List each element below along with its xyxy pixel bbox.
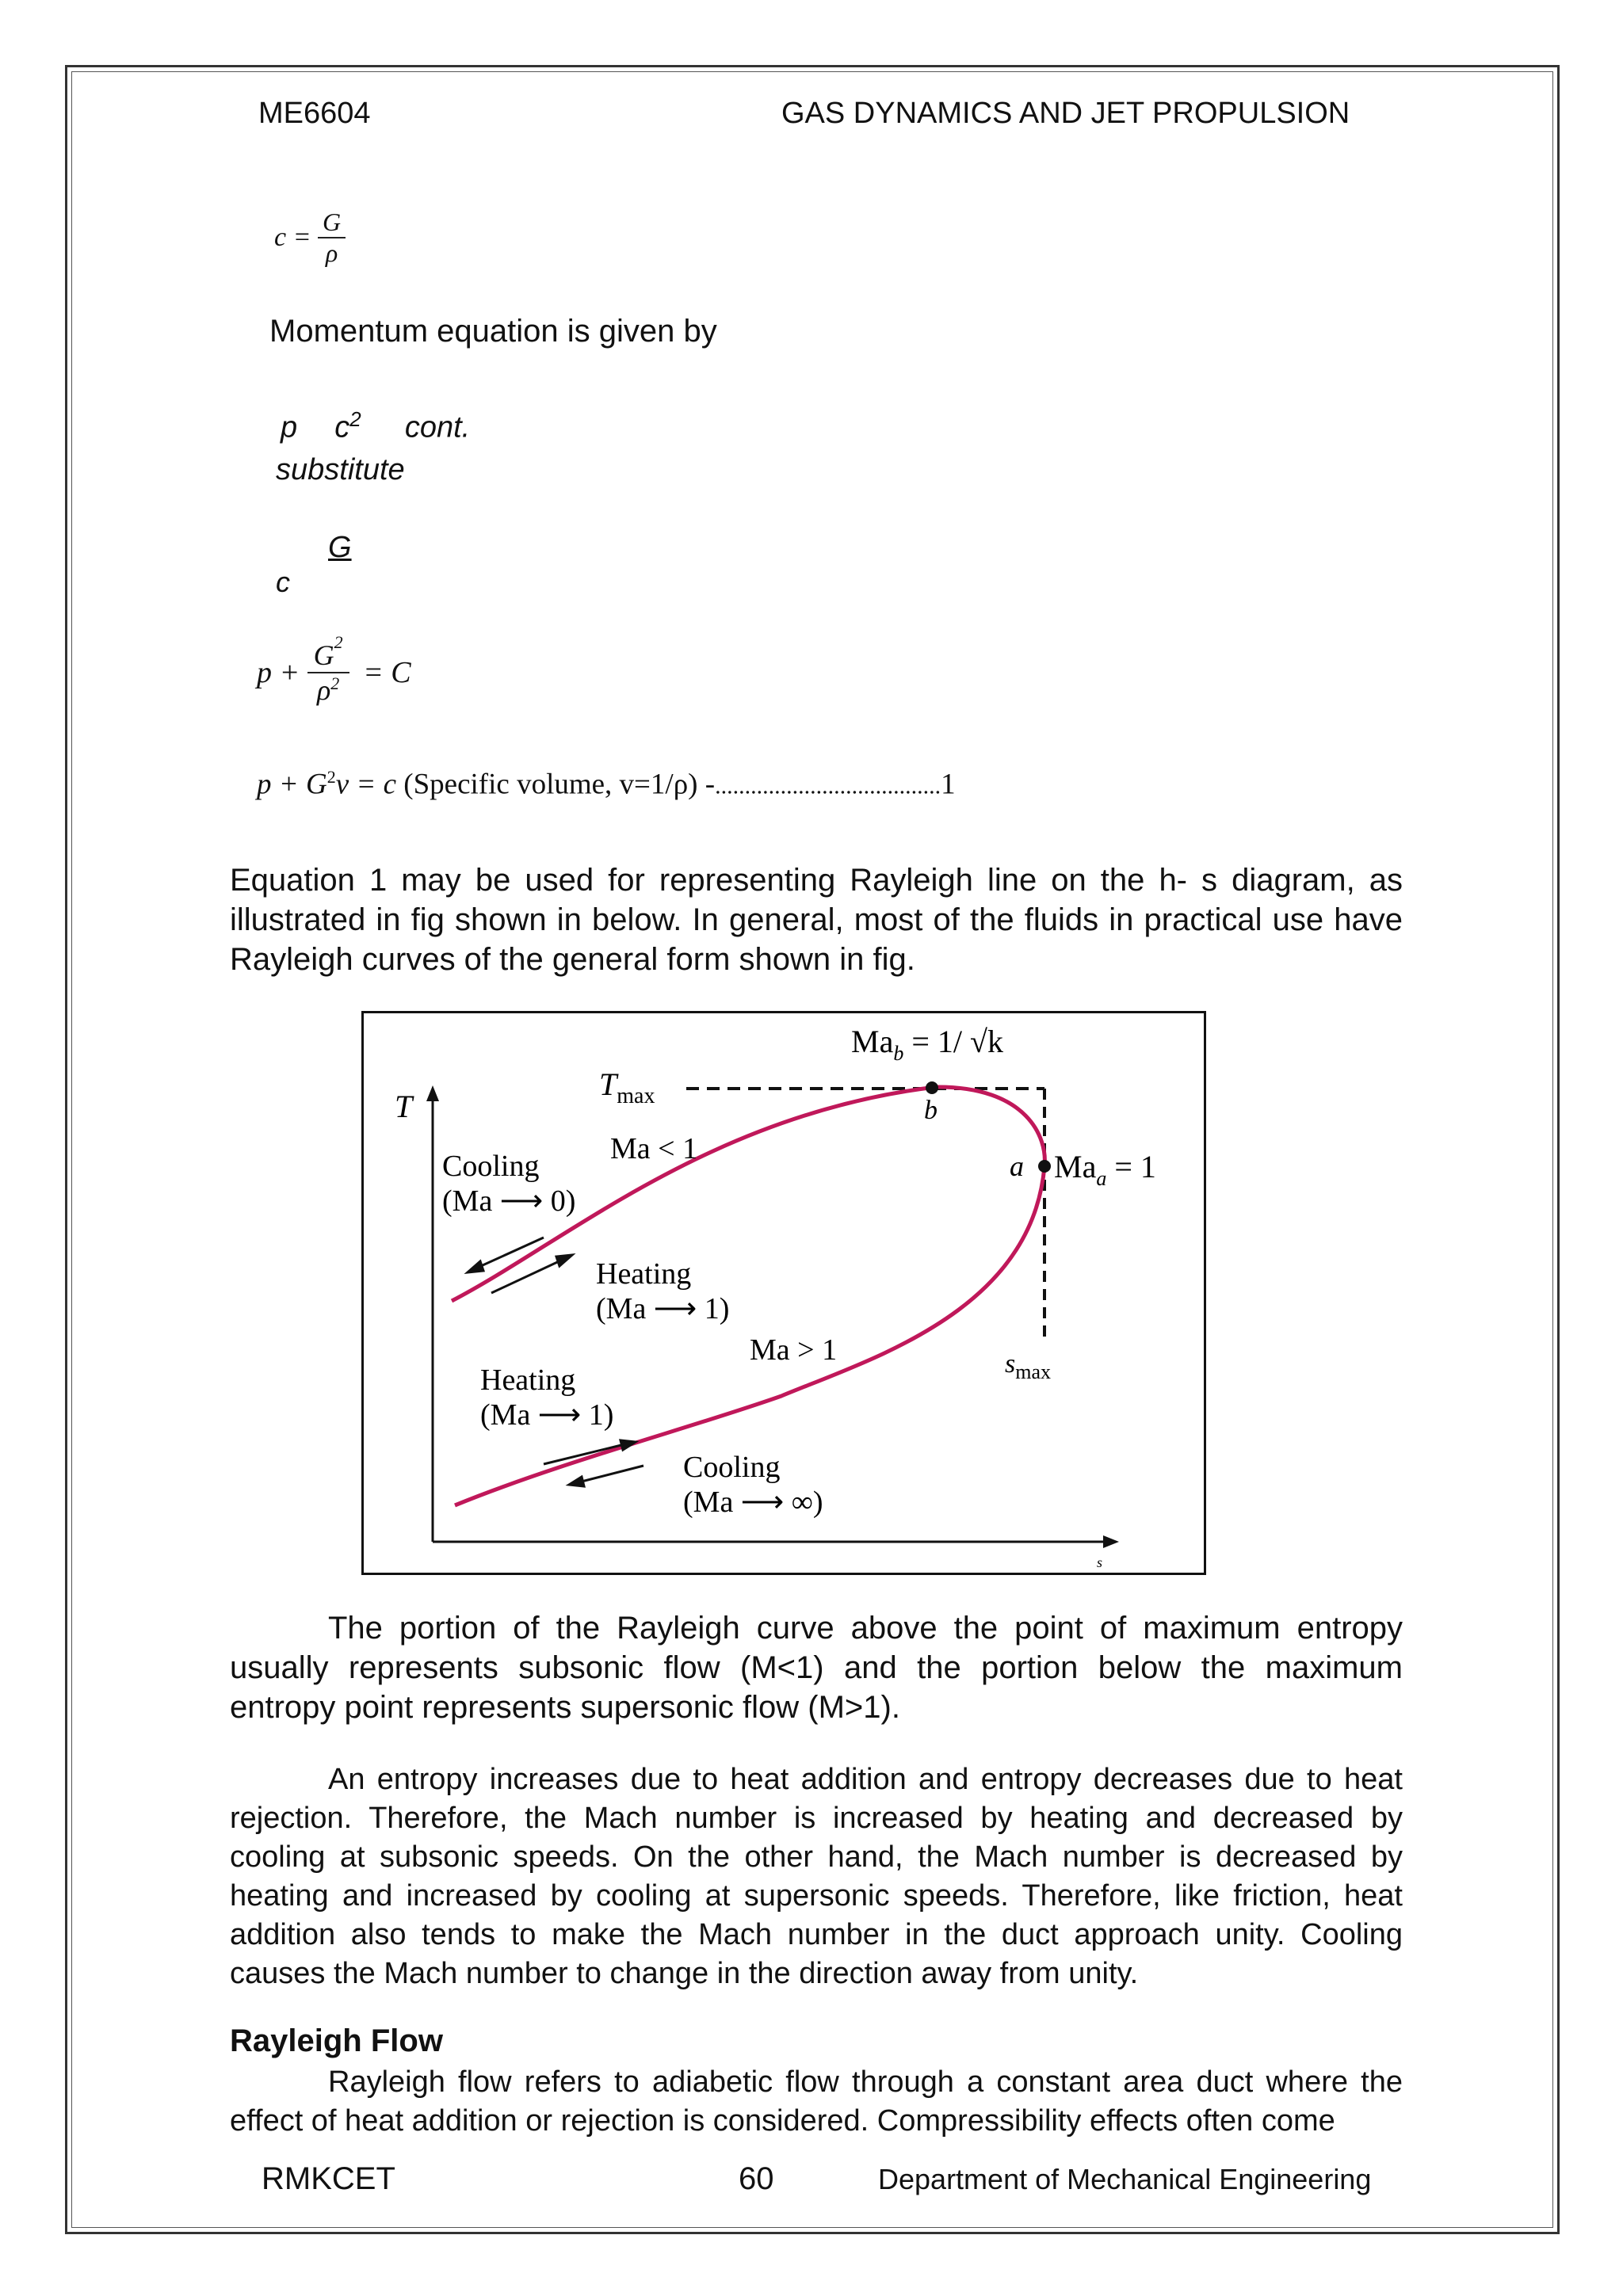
velocity-fraction — [318, 208, 346, 268]
ma-less-than-1-label: Ma < 1 — [610, 1132, 698, 1165]
point-b-label: b — [924, 1096, 938, 1125]
paragraph-rayleigh-flow-text: Rayleigh flow refers to adiabetic flow through a constant area duct where the effect of heat addition or rejection is considered. Compressibility effects often come — [230, 2065, 1403, 2138]
footer-department: Department of Mechanical Engineering — [878, 2163, 1372, 2195]
eq-p-plus: p + — [257, 656, 300, 689]
eq-numerator-g: G — [313, 639, 334, 671]
paragraph-rayleigh-line: Equation 1 may be used for representing Rayleigh line on the h- s diagram, as illustrated in fig shown in below. In general, most of the fluids in practical use have Rayleigh curves of the general form shown in fig. — [230, 863, 1403, 977]
point-a-marker — [1038, 1160, 1051, 1173]
substitute-label: substitute — [276, 453, 405, 486]
cooling-top-label: Cooling — [442, 1150, 540, 1183]
ma-a-label: $Ma_a = 1$ — [1054, 1149, 1156, 1190]
course-title: GAS DYNAMICS AND JET PROPULSION — [781, 97, 1350, 130]
equation-1 — [257, 767, 956, 801]
eq1-lhs: p + G — [257, 768, 327, 801]
eq1-number: 1 — [941, 768, 956, 801]
course-code: ME6604 — [258, 97, 371, 130]
x-axis-label: s — [1097, 1554, 1103, 1570]
y-axis-label: T — [395, 1089, 413, 1124]
substitution-numerator: G — [328, 531, 352, 564]
eq-numerator-exp: 2 — [334, 632, 343, 652]
ma-b-label: $Ma_b = 1/$ √k — [851, 1024, 1003, 1065]
footer-institution: RMKCET — [262, 2161, 395, 2196]
velocity-numerator: G — [318, 208, 346, 238]
momentum-equation — [281, 407, 470, 445]
substitution-c: c — [276, 566, 290, 598]
paragraph-entropy — [230, 1760, 1403, 1993]
footer-page-number: 60 — [739, 2161, 774, 2196]
momentum-exponent: 2 — [349, 407, 361, 431]
paragraph-rayleigh-flow — [230, 2063, 1403, 2141]
eq-denominator — [307, 673, 349, 707]
eq1-note: (Specific volume, v=1/ρ) - — [403, 768, 716, 801]
point-a-label: a — [1010, 1150, 1024, 1182]
momentum-p: p — [281, 410, 298, 444]
rayleigh-curve-figure — [361, 1011, 1206, 1575]
eq-rhs: = C — [363, 656, 411, 689]
paragraph-subsonic-supersonic-text: The portion of the Rayleigh curve above the point of maximum entropy usually represents subsonic flow (M<1) and the portion below the maximum entropy point represents supersonic flow (M>1). — [230, 1611, 1403, 1725]
cooling-top-sub: (Ma ⟶ 0) — [442, 1184, 576, 1218]
heating-top-label: Heating — [596, 1257, 692, 1291]
eq1-dots: ...................................... — [715, 772, 941, 799]
momentum-intro: Momentum equation is given by — [269, 314, 717, 349]
s-max-label: $s_{max}$ — [1005, 1349, 1051, 1383]
paragraph-entropy-text: An entropy increases due to heat addition and entropy decreases due to heat rejection. Therefore, the Mach number is increased by heating and decreased by cooling at subsonic speeds. On the other hand, the Mach number is decreased by heating and increased by cooling at supersonic speeds. Therefore, like friction, heat addition also tends to make the Mach number in the duct approach unity. Cooling causes the Mach number to change in the direction away from unity. — [230, 1763, 1403, 1990]
eq-fraction — [307, 632, 349, 707]
eq-denominator-exp: 2 — [330, 673, 340, 693]
eq1-rest: v = c — [335, 768, 397, 801]
eq1-exponent: 2 — [327, 767, 336, 787]
velocity-lhs: c = — [274, 223, 311, 252]
cooling-bottom-sub: (Ma ⟶ ∞) — [683, 1486, 823, 1519]
cooling-bottom-label: Cooling — [683, 1451, 781, 1484]
eq-numerator — [307, 632, 349, 673]
momentum-substituted-equation — [257, 632, 411, 707]
velocity-denominator: ρ — [325, 238, 338, 267]
heating-bottom-sub: (Ma ⟶ 1) — [480, 1398, 614, 1432]
heating-bottom-label: Heating — [480, 1363, 576, 1397]
point-b-marker — [926, 1081, 938, 1094]
momentum-c: c — [334, 410, 350, 444]
section-heading-rayleigh-flow: Rayleigh Flow — [230, 2023, 443, 2058]
paragraph-subsonic-supersonic — [230, 1608, 1403, 1727]
t-max-label: $T_{max}$ — [599, 1066, 655, 1108]
eq-denominator-rho: ρ — [317, 674, 331, 706]
momentum-cont: cont. — [404, 410, 471, 444]
velocity-equation — [274, 208, 346, 268]
heating-top-sub: (Ma ⟶ 1) — [596, 1292, 730, 1325]
ma-greater-than-1-label: Ma > 1 — [750, 1333, 838, 1367]
